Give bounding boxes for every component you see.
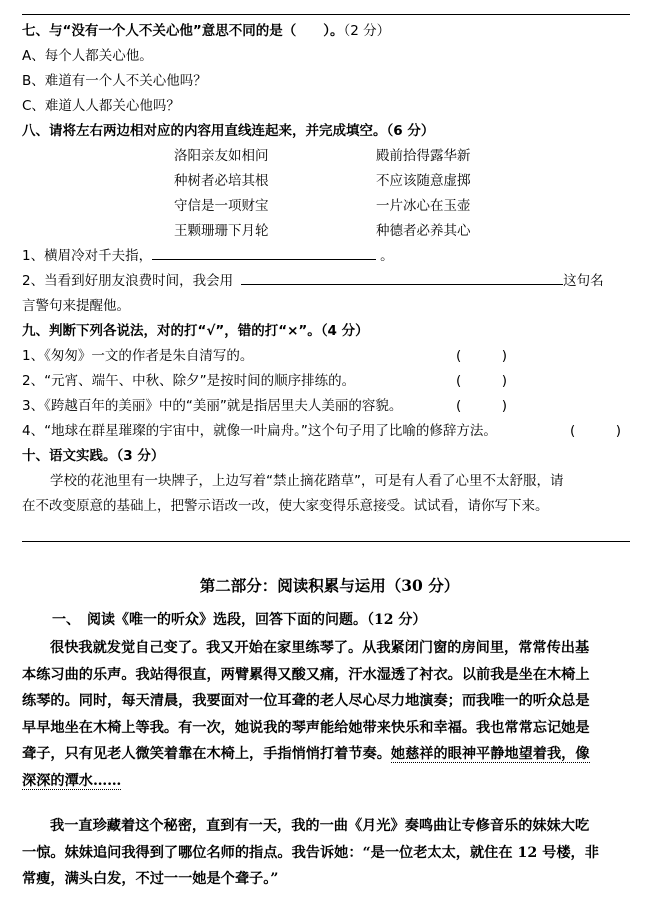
section8-question (22, 122, 632, 140)
judge-answer-4[interactable]: ( ) (570, 423, 622, 439)
fill-blank-1-end: 。 (380, 248, 394, 264)
fill-blank-2-cont: 言警句来提醒他。 (22, 298, 130, 314)
match-right-2: 不应该随意虚掷 (376, 173, 471, 189)
section7-question (22, 22, 632, 40)
reading-p1-line-5-text: 聋子，只有见老人微笑着靠在木椅上，手指悄悄打着节奏。 (22, 746, 391, 762)
section8-question-text: 八、请将左右两边相对应的内容用直线连起来，并完成填空。 (22, 123, 387, 139)
reading-p1-line-5 (22, 741, 630, 768)
section10-text-1: 学校的花池里有一块牌子，上边写着“禁止摘花踏草”，可是有人看了心里不太舒服，请 (50, 473, 564, 489)
reading-paragraph-2 (22, 813, 630, 893)
reading-dotted-sentence-b: 深深的潭水…… (22, 772, 122, 789)
judge-answer-2[interactable]: ( ) (456, 373, 508, 389)
match-left-3: 守信是一项财宝 (174, 198, 269, 214)
middle-rule (22, 541, 630, 542)
section8-points: （6 分） (386, 123, 435, 139)
section7-points: （2 分） (343, 23, 391, 39)
section7-option-c: C、难道人人都关心他吗？ (22, 98, 180, 114)
reading-p1-line-6 (22, 768, 630, 795)
judge-answer-3[interactable]: ( ) (456, 398, 508, 414)
section10-text-2: 在不改变原意的基础上，把警示语改一改，使大家变得乐意接受。试试看，请你写下来。 (22, 498, 549, 514)
fill-blank-2-line[interactable] (241, 272, 563, 285)
reading-paragraph-1 (22, 635, 630, 794)
part2-question-1: 一、 阅读《唯一的听众》选段，回答下面的问题。（12 分） (52, 612, 427, 628)
match-right-3: 一片冰心在玉壶 (376, 198, 471, 214)
reading-p1-line-3: 练琴的。同时，每天清晨，我要面对一位耳聋的老人尽心尽力地演奏；而我唯一的听众总是 (22, 693, 590, 709)
match-right-1: 殿前拾得露华新 (376, 148, 471, 164)
judge-item-1: 1、《匆匆》一文的作者是朱自清写的。 (22, 348, 254, 364)
fill-blank-1-line[interactable] (152, 247, 376, 260)
match-left-1: 洛阳亲友如相问 (174, 148, 269, 164)
fill-blank-2 (22, 272, 632, 290)
fill-blank-1-text: 1、横眉冷对千夫指， (22, 248, 153, 264)
reading-p1-line-2: 本练习曲的乐声。我站得很直，两臂累得又酸又痛，汗水湿透了衬衣。以前我是坐在木椅上 (22, 666, 590, 683)
match-left-4: 王颗珊珊下月轮 (174, 223, 269, 239)
judge-item-3: 3、《跨越百年的美丽》中的“美丽”就是指居里夫人美丽的容貌。 (22, 398, 403, 414)
judge-item-4: 4、“地球在群星璀璨的宇宙中，就像一叶扁舟。”这个句子用了比喻的修辞方法。 (22, 423, 497, 439)
fill-blank-2-end: 这句名 (563, 273, 604, 289)
reading-p2-line-2: 一惊。妹妹追问我得到了哪位名师的指点。我告诉她：“是一位老太太，就住在 12 号楼，非 (22, 844, 599, 861)
fill-blank-2-text: 2、当看到好朋友浪费时间，我会用 (22, 273, 234, 289)
section9-points: （4 分） (320, 323, 369, 339)
section10-question-text: 十、语文实践。 (22, 448, 117, 464)
section7-option-a: A、每个人都关心他。 (22, 48, 153, 64)
reading-p1-line-4: 早早地坐在木椅上等我。有一次，她说我的琴声能给她带来快乐和幸福。我也常常忘记她是 (22, 719, 590, 736)
section9-question-text: 九、判断下列各说法，对的打“√”，错的打“×”。 (22, 323, 321, 339)
reading-p2-line-1: 我一直珍藏着这个秘密，直到有一天，我的一曲《月光》奏鸣曲让专修音乐的妹妹大吃 (50, 818, 590, 834)
section10-points: （3 分） (116, 448, 165, 464)
part2-title: 第二部分：阅读积累与运用（30 分） (199, 576, 460, 595)
match-left-2: 种树者必培其根 (174, 173, 269, 189)
top-rule (22, 14, 630, 15)
match-right-4: 种德者必养其心 (376, 223, 471, 239)
judge-item-2: 2、“元宵、端午、中秋、除夕”是按时间的顺序排练的。 (22, 373, 356, 389)
section7-question-text: 七、与“没有一个人不关心他”意思不同的是（ ）。 (22, 23, 344, 39)
fill-blank-1 (22, 247, 632, 265)
reading-p1-line-1: 很快我就发觉自己变了。我又开始在家里练琴了。从我紧闭门窗的房间里，常常传出基 (50, 640, 590, 656)
section7-option-b: B、难道有一个人不关心他吗？ (22, 73, 207, 89)
section9-question (22, 322, 632, 340)
section10-question (22, 447, 632, 465)
reading-p2-line-3: 常瘦，满头白发，不过一一她是个聋子。” (22, 871, 279, 887)
judge-answer-1[interactable]: ( ) (456, 348, 508, 364)
reading-dotted-sentence-a: 她慈祥的眼神平静地望着我，像 (390, 746, 590, 762)
